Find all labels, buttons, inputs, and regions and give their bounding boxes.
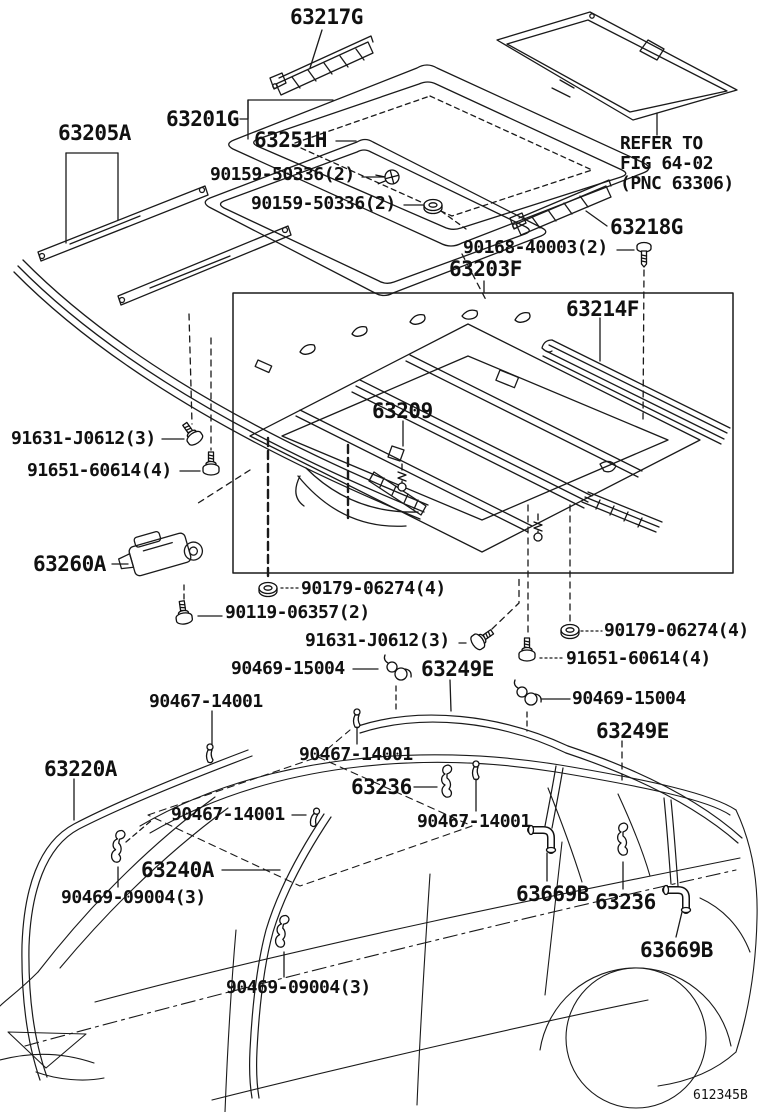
- fastener-label-90469-15004-1: 90469-15004: [231, 658, 345, 679]
- refer-note: [620, 134, 734, 194]
- fastener-label-90179-06274-2: 90179-06274(4): [604, 620, 749, 641]
- fastener-label-90467-14001-4: 90467-14001: [417, 811, 531, 832]
- part-63203f-box: [233, 293, 733, 573]
- part-sunshade-panel: [497, 12, 737, 120]
- part-63260a-motor: [114, 521, 204, 580]
- part-label-63669b-1: 63669B: [516, 882, 589, 906]
- fastener-label-91631-j0612-1: 91631-J0612(3): [11, 428, 156, 449]
- part-label-63217g: 63217G: [290, 5, 363, 29]
- part-63214f-rail: [542, 340, 730, 444]
- part-label-63209: 63209: [372, 399, 433, 423]
- fastener-label-90467-14001-3: 90467-14001: [171, 804, 285, 825]
- fastener-label-90119-06357: 90119-06357(2): [225, 602, 370, 623]
- part-label-63220a: 63220A: [44, 757, 117, 781]
- fastener-label-90469-09004-1: 90469-09004(3): [61, 887, 206, 908]
- part-label-63203f: 63203F: [449, 257, 522, 281]
- part-label-63201g: 63201G: [166, 107, 239, 131]
- part-label-63214f: 63214F: [566, 297, 639, 321]
- refer-note-line3: (PNC 63306): [620, 173, 734, 194]
- part-label-63249e-1: 63249E: [421, 657, 494, 681]
- fastener-label-90467-14001-1: 90467-14001: [149, 691, 263, 712]
- fastener-label-91631-j0612-2: 91631-J0612(3): [305, 630, 450, 651]
- fastener-label-90159-50336-2: 90159-50336(2): [251, 193, 396, 214]
- fastener-label-91651-60614-1: 91651-60614(4): [27, 460, 172, 481]
- fastener-label-90168-40003: 90168-40003(2): [463, 237, 608, 258]
- refer-note-line2: FIG 64-02: [620, 153, 714, 174]
- part-label-63218g: 63218G: [610, 215, 683, 239]
- part-label-63260a: 63260A: [33, 552, 106, 576]
- fastener-label-90179-06274-1: 90179-06274(4): [301, 578, 446, 599]
- fastener-label-90159-50336-1: 90159-50336(2): [210, 164, 355, 185]
- part-label-63251h: 63251H: [254, 128, 327, 152]
- part-label-63669b-2: 63669B: [640, 938, 713, 962]
- fastener-label-90469-09004-2: 90469-09004(3): [226, 977, 371, 998]
- part-label-63236-1: 63236: [351, 775, 412, 799]
- diagram-code: 612345B: [693, 1088, 748, 1103]
- fastener-label-91651-60614-2: 91651-60614(4): [566, 648, 711, 669]
- refer-note-line1: REFER TO: [620, 133, 703, 154]
- part-label-63205a: 63205A: [58, 121, 131, 145]
- part-63217g-strip: [270, 36, 373, 95]
- part-label-63249e-2: 63249E: [596, 719, 669, 743]
- part-63203f-housing: [250, 309, 700, 552]
- part-label-63240a: 63240A: [141, 858, 214, 882]
- fastener-label-90469-15004-2: 90469-15004: [572, 688, 686, 709]
- part-label-63236-2: 63236: [595, 890, 656, 914]
- fastener-label-90467-14001-2: 90467-14001: [299, 744, 413, 765]
